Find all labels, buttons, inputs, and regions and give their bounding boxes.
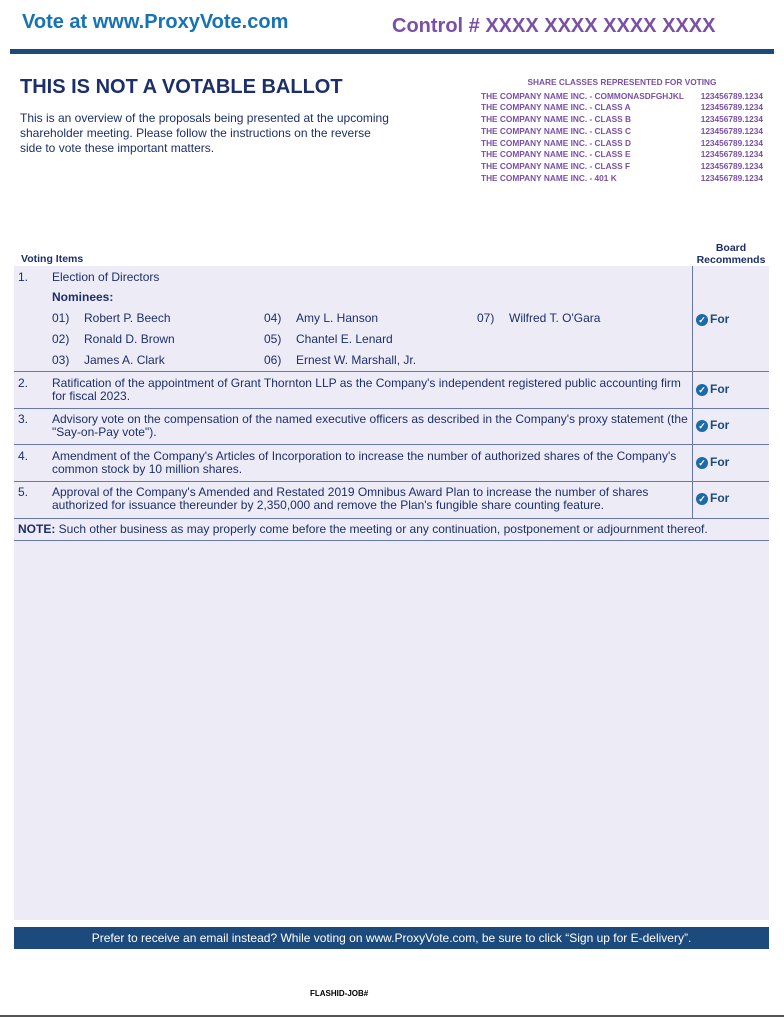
nominee: [52, 354, 165, 367]
item-text: Election of Directors: [52, 270, 160, 284]
note: [14, 519, 769, 541]
nominee: [264, 354, 416, 367]
board-recommends-header: [692, 242, 770, 266]
nominee-number: 04): [264, 311, 282, 325]
voting-item: [14, 266, 769, 372]
item-number: 5.: [18, 485, 29, 499]
recommends-label: Recommends: [696, 254, 766, 266]
nominee-name: James A. Clark: [84, 353, 165, 367]
item-text: Ratification of the appointment of Grant Thornton LLP as the Company's independent registered public accounting firm for fiscal 2023.: [52, 376, 681, 403]
share-class-name: THE COMPANY NAME INC. - CLASS F: [481, 160, 631, 171]
share-class-name: THE COMPANY NAME INC. - COMMONASDFGHJKL: [481, 90, 684, 101]
share-class-value: 123456789.1234: [700, 160, 763, 171]
edelivery-banner: Prefer to receive an email instead? While voting on www.ProxyVote.com, be sure to click “Sign up for E-delivery”.: [14, 927, 769, 949]
share-class-row: [481, 91, 763, 103]
item-text: Approval of the Company's Amended and Restated 2019 Omnibus Award Plan to increase the number of shares authorized for issuance thereunder by 2,350,000 and remove the Plan's fungible share counting feature.: [52, 485, 649, 512]
share-class-row: [481, 161, 763, 173]
flash-id: FLASHID-JOB#: [310, 989, 369, 998]
share-class-value: 123456789.1234: [700, 90, 763, 101]
note-text: Such other business as may properly come before the meeting or any continuation, postponement or adjournment thereof.: [55, 522, 708, 536]
share-class-name: THE COMPANY NAME INC. - CLASS B: [481, 114, 631, 125]
voting-item: [14, 445, 769, 482]
recommendation-label: For: [710, 382, 730, 396]
recommendation-label: For: [710, 418, 730, 432]
check-circle-icon: ✓: [696, 420, 708, 432]
intro-text: This is an overview of the proposals being presented at the upcoming shareholder meeting. Please follow the instructions on the reverse side to vote these important matters.: [20, 111, 389, 155]
nominees-label: Nominees:: [52, 290, 114, 304]
board-label: Board: [715, 242, 747, 254]
board-recommendation: [692, 481, 769, 518]
recommendation-label: For: [710, 455, 730, 469]
voting-item: [14, 481, 769, 519]
control-number: Control # XXXX XXXX XXXX XXXX: [392, 15, 716, 37]
page-title: THIS IS NOT A VOTABLE BALLOT: [20, 76, 343, 98]
nominee: [52, 312, 171, 325]
nominee: [52, 333, 175, 346]
nominee-number: 03): [52, 353, 70, 367]
share-class-row: [481, 149, 763, 161]
proxyvote-url[interactable]: Vote at www.ProxyVote.com: [22, 11, 289, 33]
share-class-name: THE COMPANY NAME INC. - 401 K: [481, 172, 617, 183]
share-classes-heading: SHARE CLASSES REPRESENTED FOR VOTING: [527, 77, 717, 87]
nominee-number: 05): [264, 332, 282, 346]
nominee-name: Ernest W. Marshall, Jr.: [296, 353, 417, 367]
board-recommendation: [692, 445, 769, 481]
item-text: Advisory vote on the compensation of the named executive officers as described in the Company's proxy statement (the "Say-on-Pay vote").: [52, 412, 688, 439]
nominee: [264, 333, 393, 346]
share-class-row: [481, 114, 763, 126]
header-divider: [10, 49, 774, 54]
board-recommendation: [692, 266, 769, 371]
check-circle-icon: ✓: [696, 493, 708, 505]
board-recommendation: [692, 372, 769, 408]
share-class-value: 123456789.1234: [700, 172, 763, 183]
nominee-number: 01): [52, 311, 70, 325]
check-circle-icon: ✓: [696, 384, 708, 396]
share-class-row: [481, 138, 763, 150]
item-number: 3.: [18, 412, 29, 426]
share-classes: [481, 77, 763, 184]
nominee-name: Robert P. Beech: [84, 311, 171, 325]
item-number: 1.: [18, 270, 29, 284]
item-number: 2.: [18, 376, 29, 390]
share-class-name: THE COMPANY NAME INC. - CLASS A: [481, 102, 631, 113]
share-class-row: [481, 173, 763, 185]
share-class-name: THE COMPANY NAME INC. - CLASS D: [481, 137, 631, 148]
item-number: 4.: [18, 449, 29, 463]
share-class-row: [481, 126, 763, 138]
nominee-number: 02): [52, 332, 70, 346]
nominee-name: Wilfred T. O'Gara: [509, 311, 601, 325]
share-class-row: [481, 102, 763, 114]
nominee-name: Amy L. Hanson: [296, 311, 379, 325]
recommendation-label: For: [710, 491, 730, 505]
item-text: Amendment of the Company's Articles of Incorporation to increase the number of authorized shares of the Company's common stock by 10 million shares.: [52, 449, 677, 476]
share-class-name: THE COMPANY NAME INC. - CLASS E: [481, 149, 631, 160]
recommendation-label: For: [710, 312, 730, 326]
nominee-name: Chantel E. Lenard: [296, 332, 393, 346]
nominee: [477, 312, 600, 325]
voting-item: [14, 408, 769, 445]
nominee-name: Ronald D. Brown: [84, 332, 175, 346]
voting-item: [14, 372, 769, 409]
share-class-value: 123456789.1234: [700, 125, 763, 136]
bottom-divider: [0, 1015, 784, 1017]
nominee-number: 06): [264, 353, 282, 367]
share-class-value: 123456789.1234: [700, 137, 763, 148]
nominee: [264, 312, 378, 325]
note-label: NOTE:: [18, 522, 56, 536]
voting-items-header: Voting Items: [21, 253, 84, 265]
nominee-number: 07): [477, 311, 495, 325]
share-class-value: 123456789.1234: [700, 114, 763, 125]
check-circle-icon: ✓: [696, 457, 708, 469]
board-recommendation: [692, 408, 769, 444]
share-class-value: 123456789.1234: [700, 102, 763, 113]
share-class-name: THE COMPANY NAME INC. - CLASS C: [481, 125, 631, 136]
share-class-value: 123456789.1234: [700, 149, 763, 160]
check-circle-icon: ✓: [696, 314, 708, 326]
